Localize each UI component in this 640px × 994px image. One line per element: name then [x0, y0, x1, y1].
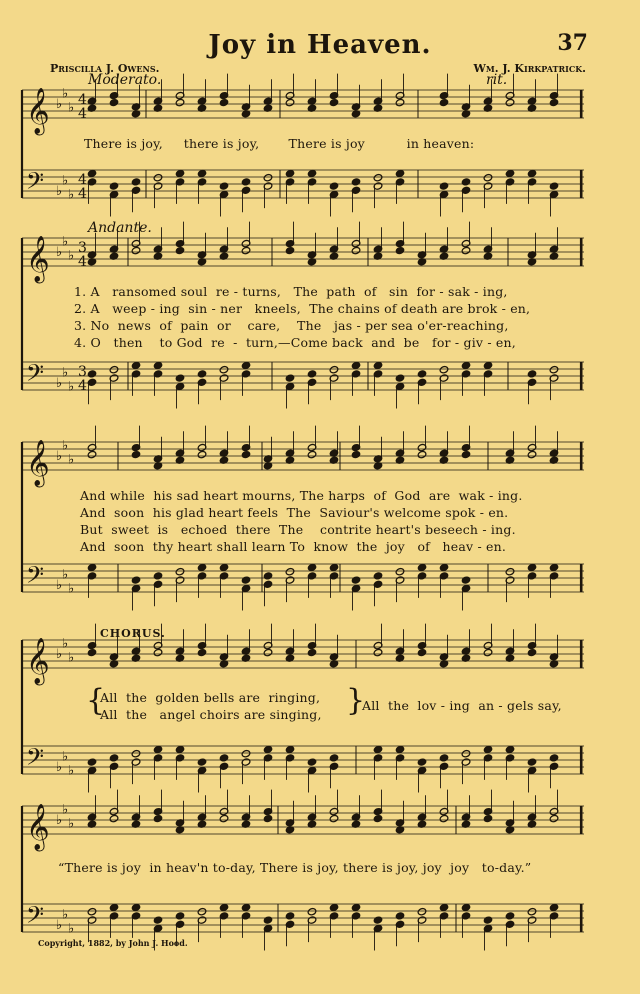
svg-text:♭: ♭ [68, 816, 75, 832]
verse-1-line-b: And while his sad heart mourns, The harps of God are wak - ing. [80, 488, 523, 503]
tempo-andante: Andante. [88, 220, 152, 236]
svg-text:♭: ♭ [56, 918, 63, 933]
verse-4-line-b: And soon thy heart shall learn To know the joy of heav - en. [80, 539, 507, 554]
svg-text:♭: ♭ [68, 379, 75, 395]
chorus-line-2: All the angel choirs are singing, [100, 707, 322, 722]
svg-text:♭: ♭ [56, 245, 63, 260]
chorus-label: CHORUS. [100, 627, 166, 640]
chorus-line-1: All the golden bells are ringing, [100, 690, 321, 705]
svg-text:♭: ♭ [62, 749, 69, 765]
svg-text:♭: ♭ [68, 650, 75, 666]
svg-text:♭: ♭ [62, 173, 69, 189]
verse-2-line-a: 2. A weep - ing sin - ner kneels, The chains of death are brok - en, [74, 301, 531, 316]
svg-text:𝄞: 𝄞 [26, 638, 50, 684]
svg-text:♭: ♭ [62, 234, 69, 250]
svg-text:𝄢: 𝄢 [26, 901, 45, 934]
tempo-rit: rit. [486, 72, 508, 88]
verse-2-line-b: And soon his glad heart feels The Saviour's welcome spok - en. [80, 505, 509, 520]
svg-text:4: 4 [78, 92, 87, 108]
svg-text:♭: ♭ [56, 449, 63, 464]
svg-text:♭: ♭ [56, 647, 63, 662]
composer-credit: Wm. J. Kirkpatrick. [473, 62, 586, 75]
svg-text:♭: ♭ [56, 760, 63, 775]
svg-text:♭: ♭ [62, 438, 69, 454]
svg-text:𝄞: 𝄞 [26, 440, 50, 486]
svg-text:𝄢: 𝄢 [26, 743, 45, 776]
svg-text:♭: ♭ [68, 452, 75, 468]
svg-text:4: 4 [78, 186, 87, 202]
svg-text:♭: ♭ [68, 763, 75, 779]
svg-text:3: 3 [78, 240, 87, 256]
svg-text:♭: ♭ [62, 567, 69, 583]
svg-text:♭: ♭ [68, 581, 75, 597]
svg-text:♭: ♭ [62, 802, 69, 818]
svg-text:♭: ♭ [56, 184, 63, 199]
svg-text:♭: ♭ [62, 365, 69, 381]
chorus-line-4: “There is joy in heav'n to-day, There is joy, there is joy, joy joy to-day.” [58, 860, 532, 875]
svg-text:♭: ♭ [56, 97, 63, 112]
svg-text:♭: ♭ [62, 86, 69, 102]
svg-text:𝄞: 𝄞 [26, 88, 50, 134]
svg-text:4: 4 [78, 172, 87, 188]
svg-text:♭: ♭ [68, 100, 75, 116]
svg-text:4: 4 [78, 254, 87, 270]
verse-4-line-a: 4. O then to God re - turn,—Come back and be for - giv - en, [74, 335, 516, 350]
verse-3-line-a: 3. No news of pain or care, The jas - per sea o'er-reaching, [74, 318, 509, 333]
svg-text:𝄢: 𝄢 [26, 561, 45, 594]
lyricist-credit: Priscilla J. Owens. [50, 62, 160, 75]
svg-text:♭: ♭ [62, 907, 69, 923]
tempo-moderato: Moderato. [88, 72, 162, 88]
svg-text:𝄞: 𝄞 [26, 804, 50, 850]
svg-text:𝄢: 𝄢 [26, 359, 45, 392]
copyright-notice: Copyright, 1882, by John J. Hood. [38, 938, 188, 948]
svg-text:4: 4 [78, 378, 87, 394]
svg-text:3: 3 [78, 364, 87, 380]
svg-text:♭: ♭ [56, 578, 63, 593]
svg-text:♭: ♭ [56, 813, 63, 828]
verse-3-line-b: But sweet is echoed there The contrite heart's beseech - ing. [80, 522, 516, 537]
svg-text:♭: ♭ [62, 636, 69, 652]
svg-text:♭: ♭ [68, 248, 75, 264]
svg-text:𝄢: 𝄢 [26, 167, 45, 200]
svg-text:♭: ♭ [68, 921, 75, 937]
hymn-title: Joy in Heaven. [208, 30, 432, 60]
verse-1-line-a: 1. A ransomed soul re - turns, The path of sin for - sak - ing, [74, 284, 508, 299]
chorus-line-3: All the lov - ing an - gels say, [362, 698, 562, 713]
chorus-brace-right: } [346, 683, 366, 718]
chorus-brace-left: { [86, 683, 106, 718]
svg-text:4: 4 [78, 106, 87, 122]
svg-text:♭: ♭ [56, 376, 63, 391]
page-number: 37 [557, 30, 588, 56]
svg-text:♭: ♭ [68, 187, 75, 203]
intro-lyric: There is joy, there is joy, There is joy in heaven: [84, 136, 475, 151]
svg-text:𝄞: 𝄞 [26, 236, 50, 282]
